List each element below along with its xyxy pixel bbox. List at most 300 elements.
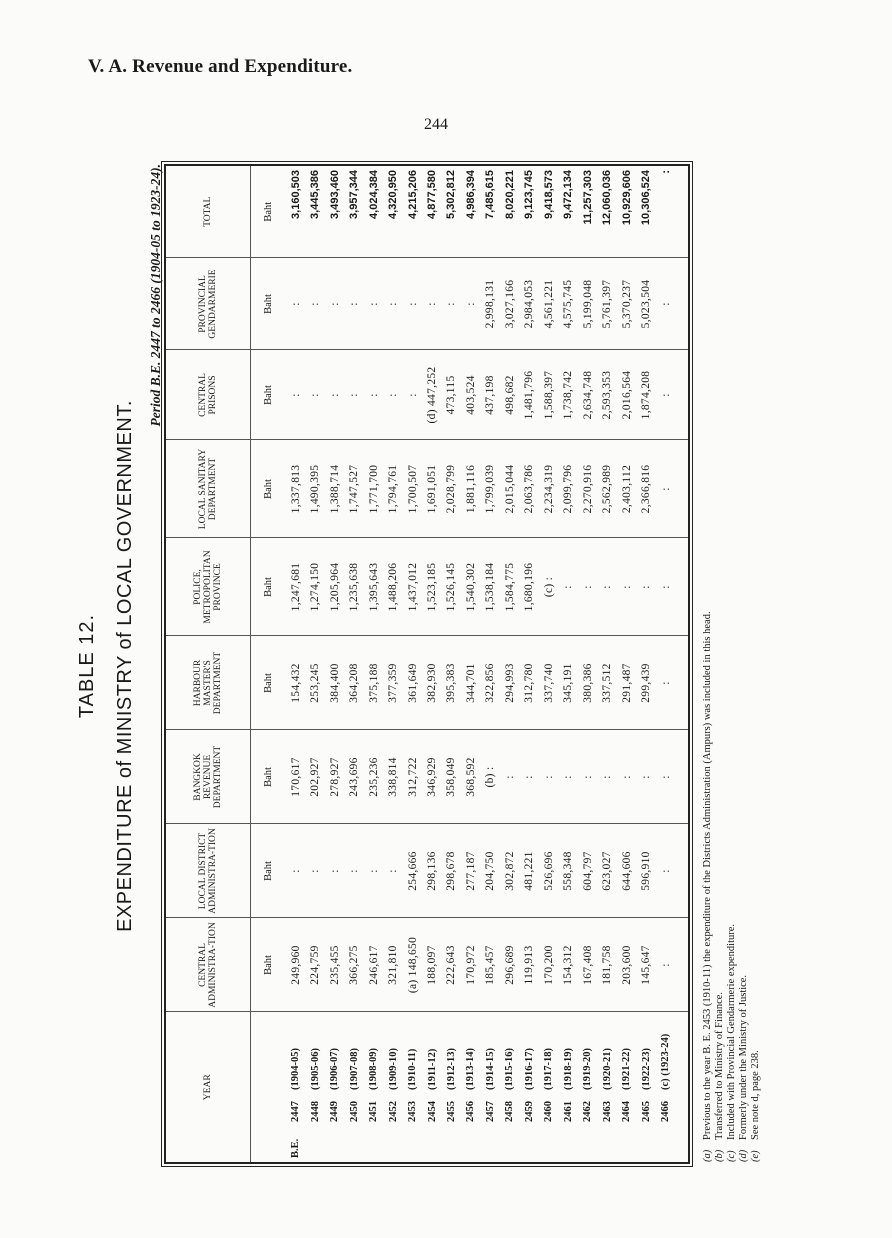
value-cell: 1,488,206 <box>383 538 402 636</box>
value-cell: 298,136 <box>422 824 441 918</box>
table-row <box>461 166 480 1162</box>
be-year: 2456 <box>465 1101 477 1122</box>
be-year: 2464 <box>621 1101 633 1122</box>
value-cell: (a) 148,650 <box>403 918 422 1012</box>
value-cell: 3,027,166 <box>500 258 519 350</box>
total-cell: 5,302,812 <box>442 166 461 258</box>
value-cell: 204,750 <box>481 824 500 918</box>
footnote-text: Transferred to Ministry of Finance. <box>714 991 725 1140</box>
table-row <box>559 166 578 1162</box>
column-header: LOCAL SANITARY DEPARTMENT <box>166 440 251 538</box>
year-cell <box>344 1012 363 1162</box>
year-cell <box>520 1012 539 1162</box>
footnote <box>702 182 714 1162</box>
value-cell: : <box>344 350 363 440</box>
be-year: 2454 <box>426 1101 438 1122</box>
value-cell: 596,910 <box>637 824 656 918</box>
footnote-mark: (c) <box>726 1150 737 1162</box>
ce-year: (1911-12) <box>426 1048 438 1090</box>
value-cell: 185,457 <box>481 918 500 1012</box>
value-cell: 380,386 <box>578 636 597 730</box>
table-row <box>500 166 519 1162</box>
value-cell: 395,383 <box>442 636 461 730</box>
value-cell: : <box>617 730 636 824</box>
value-cell: 623,027 <box>598 824 617 918</box>
value-cell: 170,972 <box>461 918 480 1012</box>
value-cell: : <box>539 730 558 824</box>
value-cell: 604,797 <box>578 824 597 918</box>
padding-cell <box>676 1012 688 1162</box>
total-cell: 10,306,524 <box>637 166 656 258</box>
value-cell: 558,348 <box>559 824 578 918</box>
column-header: POLICE, METROPOLITAN PROVINCE <box>166 538 251 636</box>
value-cell: 1,584,775 <box>500 538 519 636</box>
value-cell: 361,649 <box>403 636 422 730</box>
value-cell: 377,359 <box>383 636 402 730</box>
year-cell <box>364 1012 383 1162</box>
be-prefix: B.E. <box>290 1138 302 1158</box>
footnote <box>738 182 750 1162</box>
value-cell: : <box>656 440 675 538</box>
be-year: 2466 <box>660 1101 672 1122</box>
value-cell: : <box>578 538 597 636</box>
value-cell: 375,188 <box>364 636 383 730</box>
total-cell: 9,123,745 <box>520 166 539 258</box>
table-period: Period B.E. 2447 to 2466 (1904-05 to 1923-24). <box>148 164 163 427</box>
table-padding-row <box>676 166 688 1162</box>
value-cell: 481,221 <box>520 824 539 918</box>
value-cell: : <box>325 258 344 350</box>
value-cell: 1,538,184 <box>481 538 500 636</box>
units-cell: Baht <box>251 350 286 440</box>
section-title: V. A. Revenue and Expenditure. <box>88 56 353 77</box>
year-cell <box>286 1012 305 1162</box>
value-cell: 1,337,813 <box>286 440 305 538</box>
footnote <box>726 182 738 1162</box>
be-year: 2458 <box>504 1101 516 1122</box>
footnote-mark: (e) <box>750 1150 761 1162</box>
table-row <box>325 166 344 1162</box>
value-cell: 364,208 <box>344 636 363 730</box>
value-cell: 2,015,044 <box>500 440 519 538</box>
value-cell: 2,099,796 <box>559 440 578 538</box>
expenditure-table <box>166 166 688 1162</box>
value-cell: 1,540,302 <box>461 538 480 636</box>
column-header: LOCAL DISTRICT ADMINISTRA-TION <box>166 824 251 918</box>
be-year: 2462 <box>582 1101 594 1122</box>
column-header: TOTAL <box>166 166 251 258</box>
padding-cell <box>676 730 688 824</box>
value-cell: : <box>637 730 656 824</box>
ce-year: (1912-13) <box>445 1048 457 1090</box>
total-cell: 8,020,221 <box>500 166 519 258</box>
be-year: 2457 <box>484 1101 496 1122</box>
table-row <box>539 166 558 1162</box>
value-cell: 5,370,237 <box>617 258 636 350</box>
value-cell: : <box>286 350 305 440</box>
column-header: CENTRAL PRISONS <box>166 350 251 440</box>
footnote-text: Formerly under the Ministry of Justice. <box>738 974 749 1140</box>
value-cell: 498,682 <box>500 350 519 440</box>
value-cell: : <box>656 824 675 918</box>
value-cell: 1,794,761 <box>383 440 402 538</box>
value-cell: 188,097 <box>422 918 441 1012</box>
value-cell: 154,432 <box>286 636 305 730</box>
value-cell: : <box>364 350 383 440</box>
value-cell: 1,490,395 <box>305 440 324 538</box>
value-cell: 1,526,145 <box>442 538 461 636</box>
footnote-text: Included with Provincial Gendarmerie expenditure. <box>726 923 737 1140</box>
value-cell: 302,872 <box>500 824 519 918</box>
value-cell: 384,400 <box>325 636 344 730</box>
value-cell: (d) 447,252 <box>422 350 441 440</box>
value-cell: 202,927 <box>305 730 324 824</box>
value-cell: 337,512 <box>598 636 617 730</box>
value-cell: : <box>305 258 324 350</box>
total-cell: 3,493,460 <box>325 166 344 258</box>
value-cell: 345,191 <box>559 636 578 730</box>
value-cell: 403,524 <box>461 350 480 440</box>
ce-year: (1922-23) <box>640 1048 652 1090</box>
year-cell <box>637 1012 656 1162</box>
table-row <box>442 166 461 1162</box>
value-cell: 312,722 <box>403 730 422 824</box>
value-cell: 4,575,745 <box>559 258 578 350</box>
total-cell: 4,320,950 <box>383 166 402 258</box>
table-row <box>637 166 656 1162</box>
table-title: EXPENDITURE of MINISTRY of LOCAL GOVERNMENT. <box>114 400 136 932</box>
value-cell: 1,395,643 <box>364 538 383 636</box>
total-cell: 7,485,615 <box>481 166 500 258</box>
ce-year: (1916-17) <box>523 1048 535 1090</box>
value-cell: 243,696 <box>344 730 363 824</box>
value-cell: : <box>656 350 675 440</box>
year-cell <box>305 1012 324 1162</box>
table-frame <box>164 164 690 1164</box>
ce-year: (1905-06) <box>309 1048 321 1090</box>
value-cell: : <box>656 918 675 1012</box>
table-row <box>364 166 383 1162</box>
value-cell: 312,780 <box>520 636 539 730</box>
value-cell: : <box>403 258 422 350</box>
total-cell: 9,472,134 <box>559 166 578 258</box>
value-cell: 321,810 <box>383 918 402 1012</box>
ce-year: (1908-09) <box>368 1048 380 1090</box>
value-cell: 368,592 <box>461 730 480 824</box>
value-cell: 1,738,742 <box>559 350 578 440</box>
value-cell: (c) : <box>539 538 558 636</box>
value-cell: 278,927 <box>325 730 344 824</box>
value-cell: : <box>598 538 617 636</box>
value-cell: 299,439 <box>637 636 656 730</box>
value-cell: 154,312 <box>559 918 578 1012</box>
footnote-mark: (d) <box>738 1149 749 1162</box>
value-cell: 1,747,527 <box>344 440 363 538</box>
be-year: 2449 <box>329 1101 341 1122</box>
value-cell: 1,691,051 <box>422 440 441 538</box>
be-year: 2450 <box>348 1101 360 1122</box>
value-cell: 2,028,799 <box>442 440 461 538</box>
year-cell <box>500 1012 519 1162</box>
value-cell: : <box>656 730 675 824</box>
total-cell: 4,215,206 <box>403 166 422 258</box>
value-cell: : <box>286 824 305 918</box>
total-cell: : <box>656 166 675 258</box>
year-cell <box>539 1012 558 1162</box>
column-header: HARBOUR MASTER'S DEPARTMENT <box>166 636 251 730</box>
be-year: 2447 <box>290 1101 302 1122</box>
value-cell: 298,678 <box>442 824 461 918</box>
padding-cell <box>676 440 688 538</box>
ce-year: (1909-10) <box>387 1048 399 1090</box>
value-cell: 5,761,397 <box>598 258 617 350</box>
value-cell: 473,115 <box>442 350 461 440</box>
value-cell: : <box>656 538 675 636</box>
value-cell: 294,993 <box>500 636 519 730</box>
value-cell: 644,606 <box>617 824 636 918</box>
value-cell: : <box>364 824 383 918</box>
ce-year: (1920-21) <box>601 1048 613 1090</box>
value-cell: 437,198 <box>481 350 500 440</box>
units-cell: Baht <box>251 166 286 258</box>
padding-cell <box>676 166 688 258</box>
units-row <box>251 166 286 1162</box>
page-number: 244 <box>424 116 448 133</box>
value-cell: 4,561,221 <box>539 258 558 350</box>
ce-year: (1907-08) <box>348 1048 360 1090</box>
value-cell: 2,593,353 <box>598 350 617 440</box>
value-cell: 5,199,048 <box>578 258 597 350</box>
year-cell <box>461 1012 480 1162</box>
table-row <box>422 166 441 1162</box>
units-cell: Baht <box>251 440 286 538</box>
ce-year: (1918-19) <box>562 1048 574 1090</box>
be-year: 2465 <box>640 1101 652 1122</box>
value-cell: : <box>305 824 324 918</box>
value-cell: 1,523,185 <box>422 538 441 636</box>
padding-cell <box>676 636 688 730</box>
value-cell: 254,666 <box>403 824 422 918</box>
value-cell: 2,270,916 <box>578 440 597 538</box>
value-cell: 181,758 <box>598 918 617 1012</box>
value-cell: 1,481,796 <box>520 350 539 440</box>
value-cell: 1,388,714 <box>325 440 344 538</box>
value-cell: 1,771,700 <box>364 440 383 538</box>
value-cell: 1,680,196 <box>520 538 539 636</box>
ce-year: (1910-11) <box>407 1048 419 1090</box>
value-cell: 167,408 <box>578 918 597 1012</box>
value-cell: : <box>617 538 636 636</box>
value-cell: 1,205,964 <box>325 538 344 636</box>
ce-year: (1906-07) <box>329 1048 341 1090</box>
value-cell: 2,366,816 <box>637 440 656 538</box>
value-cell: : <box>403 350 422 440</box>
units-cell: Baht <box>251 918 286 1012</box>
total-cell: 10,929,606 <box>617 166 636 258</box>
value-cell: 222,643 <box>442 918 461 1012</box>
column-header: PROVINCIAL GENDARMERIE <box>166 258 251 350</box>
value-cell: 235,455 <box>325 918 344 1012</box>
value-cell: : <box>637 538 656 636</box>
be-year: 2463 <box>601 1101 613 1122</box>
value-cell: 246,617 <box>364 918 383 1012</box>
value-cell: 346,929 <box>422 730 441 824</box>
ce-year: (1914-15) <box>484 1048 496 1090</box>
value-cell: : <box>344 824 363 918</box>
total-cell: 4,024,384 <box>364 166 383 258</box>
table-number: TABLE 12. <box>76 613 98 719</box>
units-cell: Baht <box>251 258 286 350</box>
value-cell: 1,274,150 <box>305 538 324 636</box>
be-year: 2452 <box>387 1101 399 1122</box>
value-cell: 5,023,504 <box>637 258 656 350</box>
value-cell: 344,701 <box>461 636 480 730</box>
value-cell: 2,016,564 <box>617 350 636 440</box>
value-cell: 1,700,507 <box>403 440 422 538</box>
footnote-mark: (a) <box>702 1149 713 1162</box>
value-cell: 2,998,131 <box>481 258 500 350</box>
be-year: 2451 <box>368 1101 380 1122</box>
value-cell: 253,245 <box>305 636 324 730</box>
column-header: YEAR <box>166 1012 251 1162</box>
value-cell: : <box>325 350 344 440</box>
value-cell: 249,960 <box>286 918 305 1012</box>
value-cell: 2,562,989 <box>598 440 617 538</box>
footnote-text: See note d, page 238. <box>750 1050 761 1140</box>
footnote <box>714 182 726 1162</box>
value-cell: 170,617 <box>286 730 305 824</box>
value-cell: 296,689 <box>500 918 519 1012</box>
total-cell: 12,060,036 <box>598 166 617 258</box>
value-cell: : <box>344 258 363 350</box>
value-cell: : <box>325 824 344 918</box>
value-cell: (b) : <box>481 730 500 824</box>
table-row <box>656 166 675 1162</box>
footnotes <box>702 182 762 1162</box>
total-cell: 11,257,303 <box>578 166 597 258</box>
value-cell: : <box>442 258 461 350</box>
value-cell: : <box>286 258 305 350</box>
units-cell: Baht <box>251 636 286 730</box>
value-cell: 1,235,638 <box>344 538 363 636</box>
year-cell <box>617 1012 636 1162</box>
header-row <box>166 166 251 1162</box>
value-cell: 2,984,053 <box>520 258 539 350</box>
year-cell <box>598 1012 617 1162</box>
total-cell: 4,877,580 <box>422 166 441 258</box>
column-header: BANGKOK REVENUE DEPARTMENT <box>166 730 251 824</box>
value-cell: : <box>383 258 402 350</box>
ce-year: (1921-22) <box>621 1048 633 1090</box>
value-cell: : <box>520 730 539 824</box>
value-cell: 170,200 <box>539 918 558 1012</box>
padding-cell <box>676 918 688 1012</box>
footnote-text: Previous to the year B. E. 2453 (1910-11) the expenditure of the Districts Administration (Ampurs) was included in this head. <box>702 611 713 1140</box>
year-cell <box>403 1012 422 1162</box>
padding-cell <box>676 538 688 636</box>
value-cell: 1,799,039 <box>481 440 500 538</box>
total-cell: 3,160,503 <box>286 166 305 258</box>
value-cell: : <box>500 730 519 824</box>
value-cell: 277,187 <box>461 824 480 918</box>
value-cell: 526,696 <box>539 824 558 918</box>
value-cell: 366,275 <box>344 918 363 1012</box>
total-cell: 4,986,394 <box>461 166 480 258</box>
table-row <box>520 166 539 1162</box>
table-row <box>578 166 597 1162</box>
value-cell: : <box>559 730 578 824</box>
year-cell <box>383 1012 402 1162</box>
be-year: 2460 <box>543 1101 555 1122</box>
ce-year: (1917-18) <box>543 1048 555 1090</box>
footnote-mark: (b) <box>714 1149 725 1162</box>
table-row <box>617 166 636 1162</box>
ce-year: (1915-16) <box>504 1048 516 1090</box>
ce-year: (1919-20) <box>582 1048 594 1090</box>
value-cell: 203,600 <box>617 918 636 1012</box>
value-cell: 1,247,681 <box>286 538 305 636</box>
value-cell: : <box>422 258 441 350</box>
value-cell: : <box>364 258 383 350</box>
units-cell: Baht <box>251 538 286 636</box>
table-row <box>403 166 422 1162</box>
value-cell: 322,856 <box>481 636 500 730</box>
value-cell: 235,236 <box>364 730 383 824</box>
total-cell: 3,957,344 <box>344 166 363 258</box>
ce-year: (1904-05) <box>290 1048 302 1090</box>
value-cell: 1,437,012 <box>403 538 422 636</box>
padding-cell <box>676 258 688 350</box>
value-cell: 358,049 <box>442 730 461 824</box>
value-cell: : <box>559 538 578 636</box>
value-cell: : <box>578 730 597 824</box>
total-cell: 3,445,386 <box>305 166 324 258</box>
year-cell <box>325 1012 344 1162</box>
year-cell <box>481 1012 500 1162</box>
table-row <box>383 166 402 1162</box>
value-cell: : <box>305 350 324 440</box>
table-row <box>305 166 324 1162</box>
value-cell: : <box>656 636 675 730</box>
value-cell: 382,930 <box>422 636 441 730</box>
value-cell: : <box>383 350 402 440</box>
be-year: 2455 <box>445 1101 457 1122</box>
column-header: CENTRAL ADMINISTRA-TION <box>166 918 251 1012</box>
be-year: 2453 <box>407 1101 419 1122</box>
total-cell: 9,418,573 <box>539 166 558 258</box>
be-year: 2448 <box>309 1101 321 1122</box>
value-cell: 2,634,748 <box>578 350 597 440</box>
padding-cell <box>676 824 688 918</box>
value-cell: 337,740 <box>539 636 558 730</box>
table-row <box>344 166 363 1162</box>
units-cell: Baht <box>251 824 286 918</box>
value-cell: 224,759 <box>305 918 324 1012</box>
units-cell: Baht <box>251 730 286 824</box>
table-row <box>286 166 305 1162</box>
value-cell: 145,647 <box>637 918 656 1012</box>
value-cell: 1,881,116 <box>461 440 480 538</box>
year-cell <box>422 1012 441 1162</box>
value-cell: 1,588,397 <box>539 350 558 440</box>
year-cell <box>578 1012 597 1162</box>
padding-cell <box>676 350 688 440</box>
table-row <box>598 166 617 1162</box>
value-cell: : <box>461 258 480 350</box>
value-cell: : <box>383 824 402 918</box>
table-row <box>481 166 500 1162</box>
value-cell: 338,814 <box>383 730 402 824</box>
